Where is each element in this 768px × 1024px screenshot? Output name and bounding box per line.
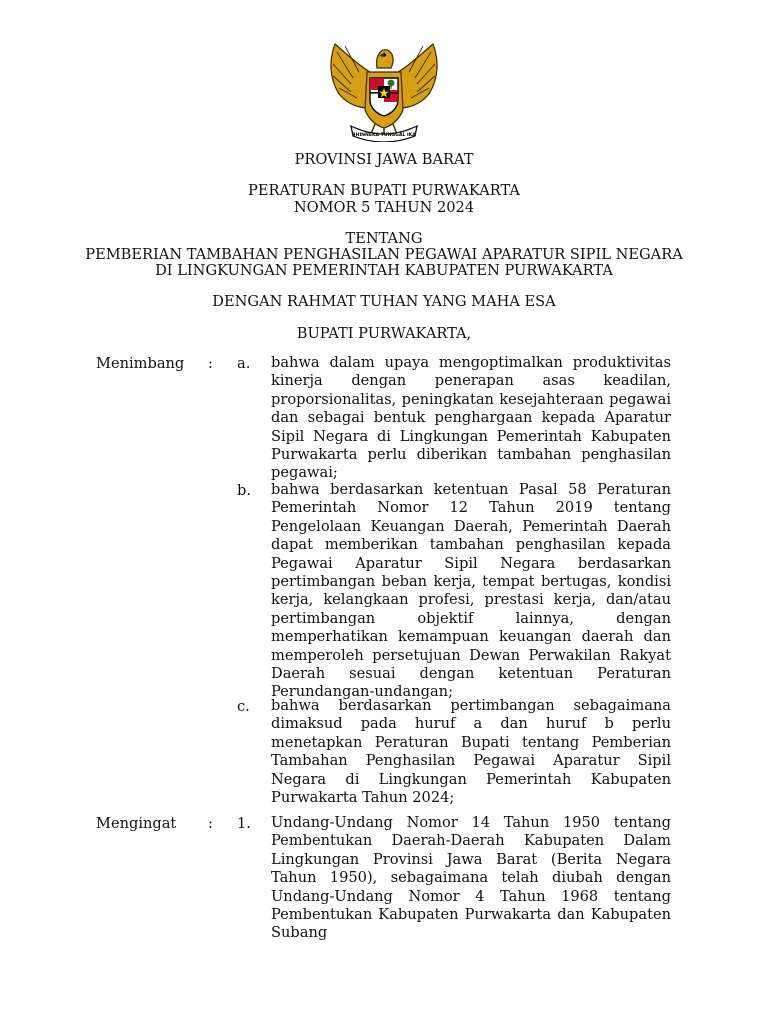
mengingat-label: Mengingat (96, 815, 177, 832)
mengingat-item-1-marker: 1. (237, 815, 251, 832)
svg-text:BHINNEKA TUNGGAL IKA: BHINNEKA TUNGGAL IKA (352, 133, 416, 138)
about-label: TENTANG (345, 230, 423, 247)
authority: BUPATI PURWAKARTA, (296, 325, 472, 342)
mengingat-colon: : (208, 815, 213, 832)
menimbang-label: Menimbang (96, 355, 185, 372)
menimbang-colon: : (208, 355, 213, 372)
mengingat-item-1-text: Undang-Undang Nomor 14 Tahun 1950 tentang Pembentukan Daerah-Daerah Kabupaten Dalam Lingkungan Provinsi Jawa Barat (Berita Negara Tahun 1950), sebagaimana telah diubah dengan Undang-Undang Nomor 4 Tahun 1968 tentang Pembentukan Kabupaten Purwakarta dan Kabupaten Subang (271, 814, 671, 942)
menimbang-item-a-text: bahwa dalam upaya mengoptimalkan produktivitas kinerja dengan penerapan asas keadilan, proporsionalitas, peningkatan kesejahteraan pegawai dan sebagai bentuk penghargaan kepada Aparatur Sipil Negara di Lingkungan Pemerintah Kabupaten Purwakarta perlu diberikan tambahan penghasilan pegawai; (271, 354, 671, 482)
province-title: PROVINSI JAWA BARAT (294, 151, 474, 168)
menimbang-item-c-text: bahwa berdasarkan pertimbangan sebagaimana dimaksud pada huruf a dan huruf b perlu menetapkan Peraturan Bupati tentang Pemberian Tambahan Penghasilan Pegawai Aparatur Sipil Negara di Lingkungan Pemerintah Kabupaten Purwakarta Tahun 2024; (271, 697, 671, 807)
menimbang-item-a-marker: a. (237, 355, 251, 372)
subject-line-2: DI LINGKUNGAN PEMERINTAH KABUPATEN PURWAKARTA (155, 262, 613, 279)
invocation: DENGAN RAHMAT TUHAN YANG MAHA ESA (212, 293, 556, 310)
menimbang-item-b-marker: b. (237, 482, 251, 499)
regulation-title: PERATURAN BUPATI PURWAKARTA (248, 182, 520, 199)
menimbang-item-b-text: bahwa berdasarkan ketentuan Pasal 58 Peraturan Pemerintah Nomor 12 Tahun 2019 tentang Pengelolaan Keuangan Daerah, Pemerintah Daerah dapat memberikan tambahan penghasilan kepada Pegawai Aparatur Sipil Negara berdasarkan pertimbangan beban kerja, tempat bertugas, kondisi kerja, kelangkaan profesi, prestasi kerja, dan/atau pertimbangan objektif lainnya, dengan memperhatikan kemampuan keuangan daerah dan memperoleh persetujuan Dewan Perwakilan Rakyat Daerah sesuai dengan ketentuan Peraturan Perundangan-undangan; (271, 481, 671, 701)
garuda-pancasila-emblem (323, 38, 445, 142)
subject-line-1: PEMBERIAN TAMBAHAN PENGHASILAN PEGAWAI APARATUR SIPIL NEGARA (85, 246, 683, 263)
menimbang-item-c-marker: c. (237, 698, 250, 715)
regulation-number: NOMOR 5 TAHUN 2024 (293, 199, 475, 216)
